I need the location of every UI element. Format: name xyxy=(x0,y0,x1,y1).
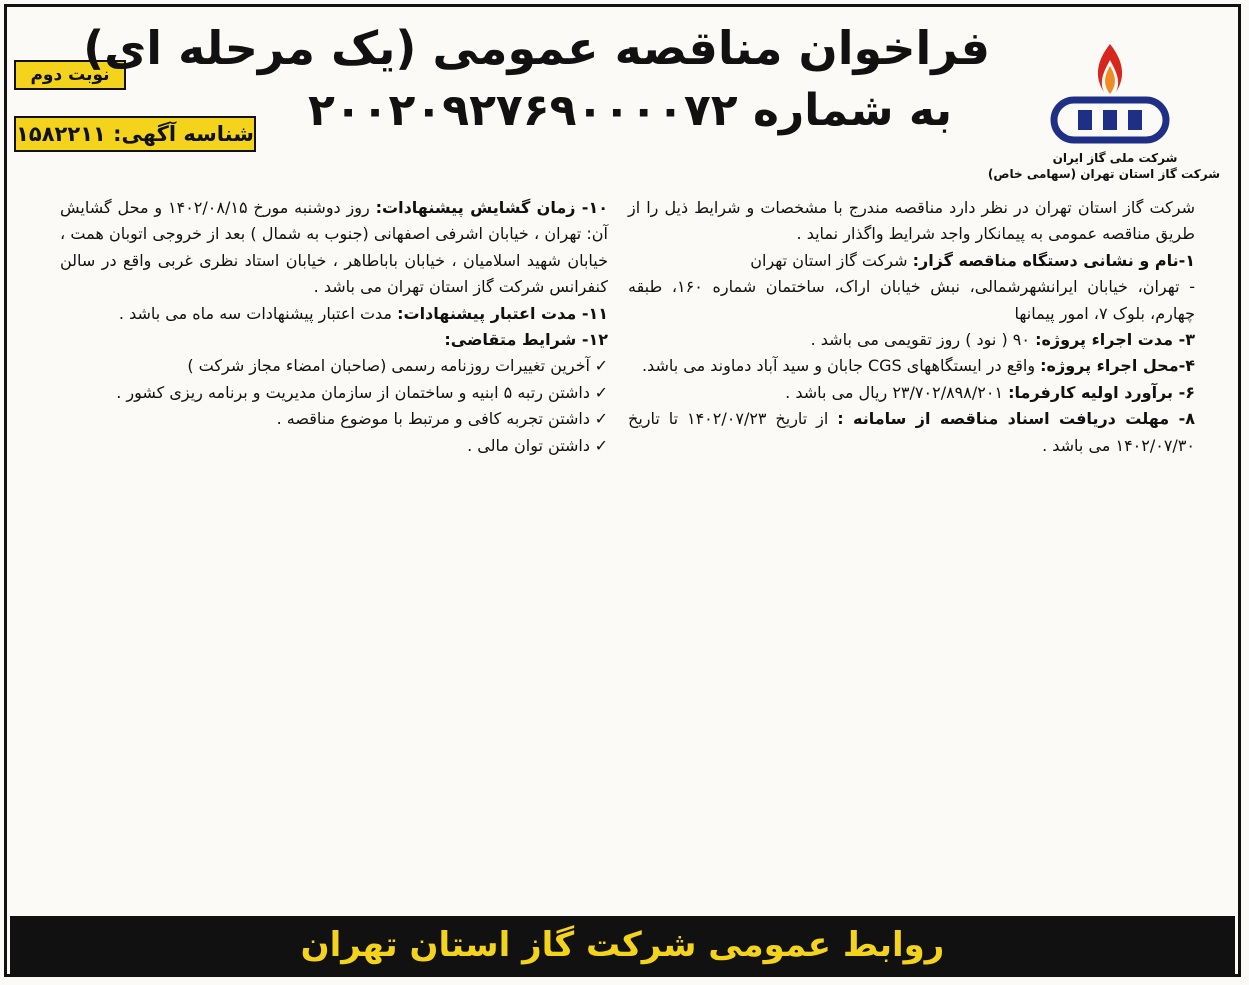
org-name: شرکت ملی گاز ایران xyxy=(1052,151,1178,165)
section-3 xyxy=(628,327,1195,353)
national-iranian-gas-logo xyxy=(1040,36,1180,148)
section-8-heading: ۸- مهلت دریافت اسناد مناقصه از سامانه : xyxy=(837,409,1195,429)
section-1-text: شرکت گاز استان تهران xyxy=(750,250,908,270)
edition-badge: نوبت دوم xyxy=(14,60,126,90)
condition-text: داشتن رتبه ۵ ابنیه و ساختمان از سازمان مدیریت و برنامه ریزی کشور . xyxy=(116,382,590,402)
check-icon: ✓ xyxy=(594,435,608,455)
section-1-heading: ۱-نام و نشانی دستگاه مناقصه گزار: xyxy=(912,250,1195,270)
section-12-heading: ۱۲- شرایط متقاضی: xyxy=(444,330,608,350)
condition-item xyxy=(60,406,608,432)
condition-text: داشتن توان مالی . xyxy=(467,435,590,455)
section-11-heading: ۱۱- مدت اعتبار پیشنهادات: xyxy=(397,303,608,323)
section-1-address: - تهران، خیابان ایرانشهرشمالی، نبش خیابان اراک، ساختمان شماره ۱۶۰، طبقه چهارم، بلوک ۷، امور پیمانها xyxy=(628,277,1196,323)
section-10-text: روز دوشنبه مورخ ۱۴۰۲/۰۸/۱۵ و محل گشایش آن: تهران ، خیابان اشرفی اصفهانی (جنوب به شمال ) بعد از خروجی اتوبان همت ، خیابان شهید اسلامیان ، خیابان باباطاهر ، خیابان استاد نظری غربی واقع در سالن کنفرانس شرکت گاز استان تهران می باشد . xyxy=(60,198,608,297)
section-10 xyxy=(60,195,608,301)
section-6-heading: ۶- برآورد اولیه کارفرما: xyxy=(1008,382,1195,402)
condition-item xyxy=(60,433,608,459)
section-4 xyxy=(628,353,1195,379)
footer-banner: روابط عمومی شرکت گاز استان تهران xyxy=(10,916,1235,974)
section-4-text: واقع در ایستگاههای CGS جابان و سید آباد دماوند می باشد. xyxy=(641,356,1036,376)
section-6 xyxy=(628,380,1195,406)
right-column xyxy=(628,195,1195,459)
section-4-heading: ۴-محل اجراء پروژه: xyxy=(1040,356,1195,376)
section-6-text: ۲۳/۷۰۲/۸۹۸/۲۰۱ ریال می باشد . xyxy=(785,382,1004,402)
org-subname: شرکت گاز استان تهران (سهامی خاص) xyxy=(987,167,1220,181)
section-3-heading: ۳- مدت اجراء پروژه: xyxy=(1035,330,1195,350)
tender-number: به شماره ۲۰۰۲۰۹۲۷۶۹۰۰۰۰۷۲ xyxy=(307,85,953,136)
condition-text: آخرین تغییرات روزنامه رسمی (صاحبان امضاء مجاز شرکت ) xyxy=(187,356,590,376)
section-8 xyxy=(628,406,1195,459)
section-11-text: مدت اعتبار پیشنهادات سه ماه می باشد . xyxy=(118,303,392,323)
condition-text: داشتن تجربه کافی و مرتبط با موضوع مناقصه . xyxy=(276,409,590,429)
section-3-text: ۹۰ ( نود ) روز تقویمی می باشد . xyxy=(810,330,1030,350)
section-8-text: از تاریخ ۱۴۰۲/۰۷/۲۳ تا تاریخ ۱۴۰۲/۰۷/۳۰ می باشد . xyxy=(628,409,1195,455)
intro-paragraph: شرکت گاز استان تهران در نظر دارد مناقصه مندرج با مشخصات و شرایط ذیل را از طریق مناقصه عمومی به پیمانکار واجد شرایط واگذار نماید . xyxy=(628,198,1195,244)
section-11 xyxy=(60,301,608,327)
section-1 xyxy=(628,248,1195,274)
check-icon: ✓ xyxy=(594,382,608,402)
tender-title: فراخوان مناقصه عمومی (یک مرحله ای) xyxy=(83,21,990,75)
condition-item xyxy=(60,353,608,379)
section-10-heading: ۱۰- زمان گشایش پیشنهادات: xyxy=(375,198,608,217)
left-column xyxy=(60,195,608,459)
check-icon: ✓ xyxy=(594,409,608,429)
condition-item xyxy=(60,380,608,406)
ad-id-badge: شناسه آگهی: ۱۵۸۲۲۱۱ xyxy=(14,116,256,152)
check-icon: ✓ xyxy=(594,356,608,376)
